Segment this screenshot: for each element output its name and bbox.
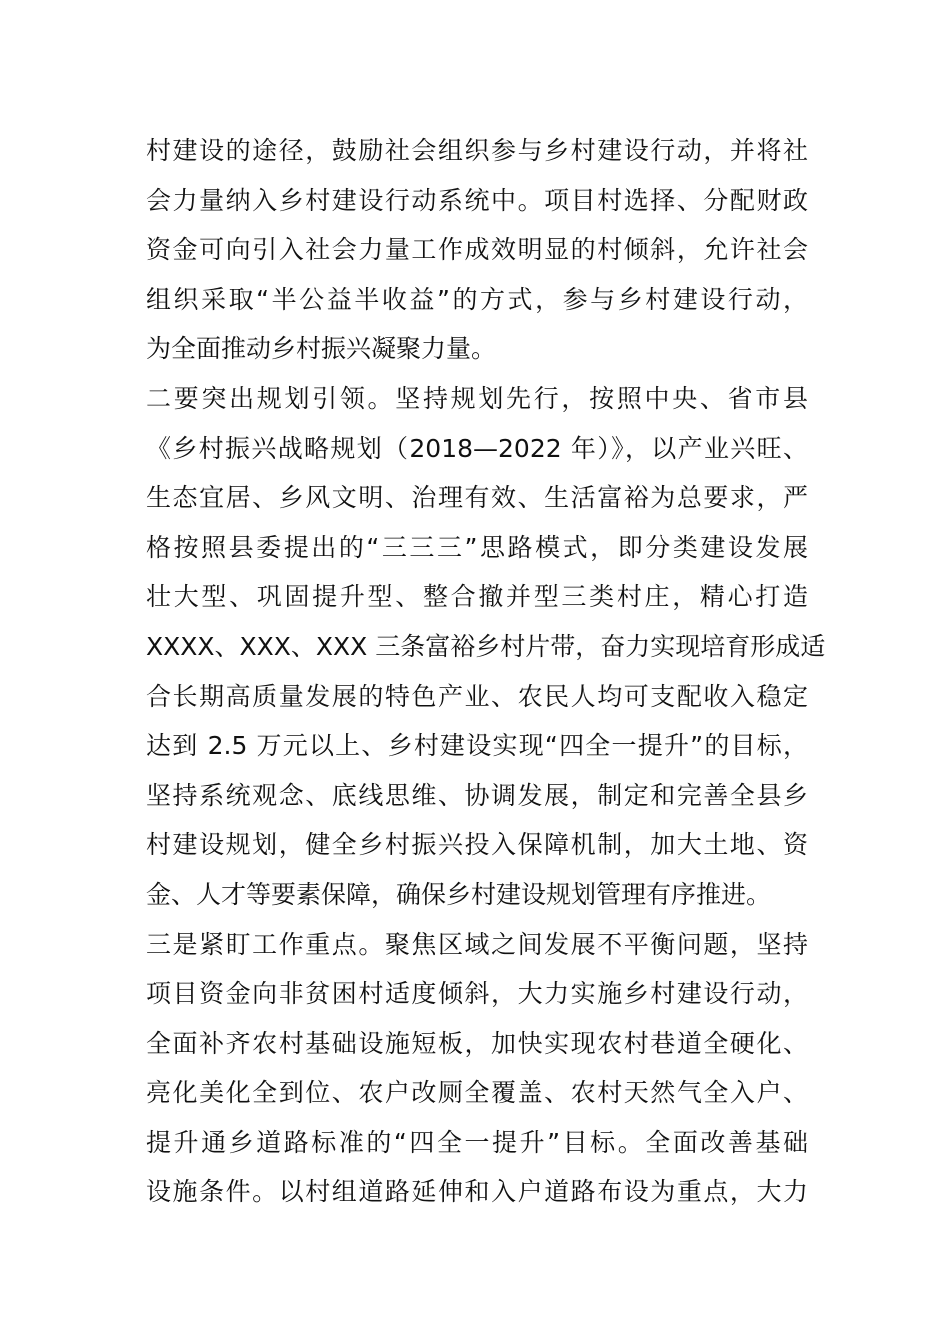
text-line: 达到 2.5 万元以上、乡村建设实现“四全一提升”的目标， [146,731,808,761]
text-line: 资金可向引入社会力量工作成效明显的村倾斜，允许社会 [146,235,808,265]
text-line: 合长期高质量发展的特色产业、农民人均可支配收入稳定 [146,681,808,711]
text-line: 金、人才等要素保障，确保乡村建设规划管理有序推进。 [146,879,772,909]
text-line: 村建设规划，健全乡村振兴投入保障机制，加大土地、资 [146,830,808,860]
text-line: 三是紧盯工作重点。聚焦区域之间发展不平衡问题，坚持 [146,929,808,959]
text-line: 提升通乡道路标准的“四全一提升”目标。全面改善基础 [146,1127,808,1157]
text-line: 设施条件。以村组道路延伸和入户道路布设为重点，大力 [146,1177,808,1207]
text-line: 组织采取“半公益半收益”的方式，参与乡村建设行动， [146,284,808,314]
text-line: 二要突出规划引领。坚持规划先行，按照中央、省市县 [146,383,808,413]
text-line: 村建设的途径，鼓励社会组织参与乡村建设行动，并将社 [146,136,808,165]
text-line: 坚持系统观念、底线思维、协调发展，制定和完善全县乡 [146,780,808,810]
text-line: 为全面推动乡村振兴凝聚力量。 [146,334,497,364]
text-line: XXXX、XXX、XXX 三条富裕乡村片带，奋力实现培育形成适 [146,631,826,661]
text-line: 《乡村振兴战略规划（2018—2022 年）》，以产业兴旺、 [146,433,808,463]
body-text [146,126,826,1217]
text-line: 格按照县委提出的“三三三”思路模式，即分类建设发展 [146,532,808,562]
text-line: 生态宜居、乡风文明、治理有效、生活富裕为总要求，严 [146,483,808,513]
text-line: 全面补齐农村基础设施短板，加快实现农村巷道全硬化、 [146,1028,808,1058]
text-line: 会力量纳入乡村建设行动系统中。项目村选择、分配财政 [146,185,808,215]
text-line: 亮化美化全到位、农户改厕全覆盖、农村天然气全入户、 [146,1078,808,1108]
text-line: 壮大型、巩固提升型、整合撤并型三类村庄，精心打造 [146,582,808,612]
text-line: 项目资金向非贫困村适度倾斜，大力实施乡村建设行动， [146,979,808,1009]
